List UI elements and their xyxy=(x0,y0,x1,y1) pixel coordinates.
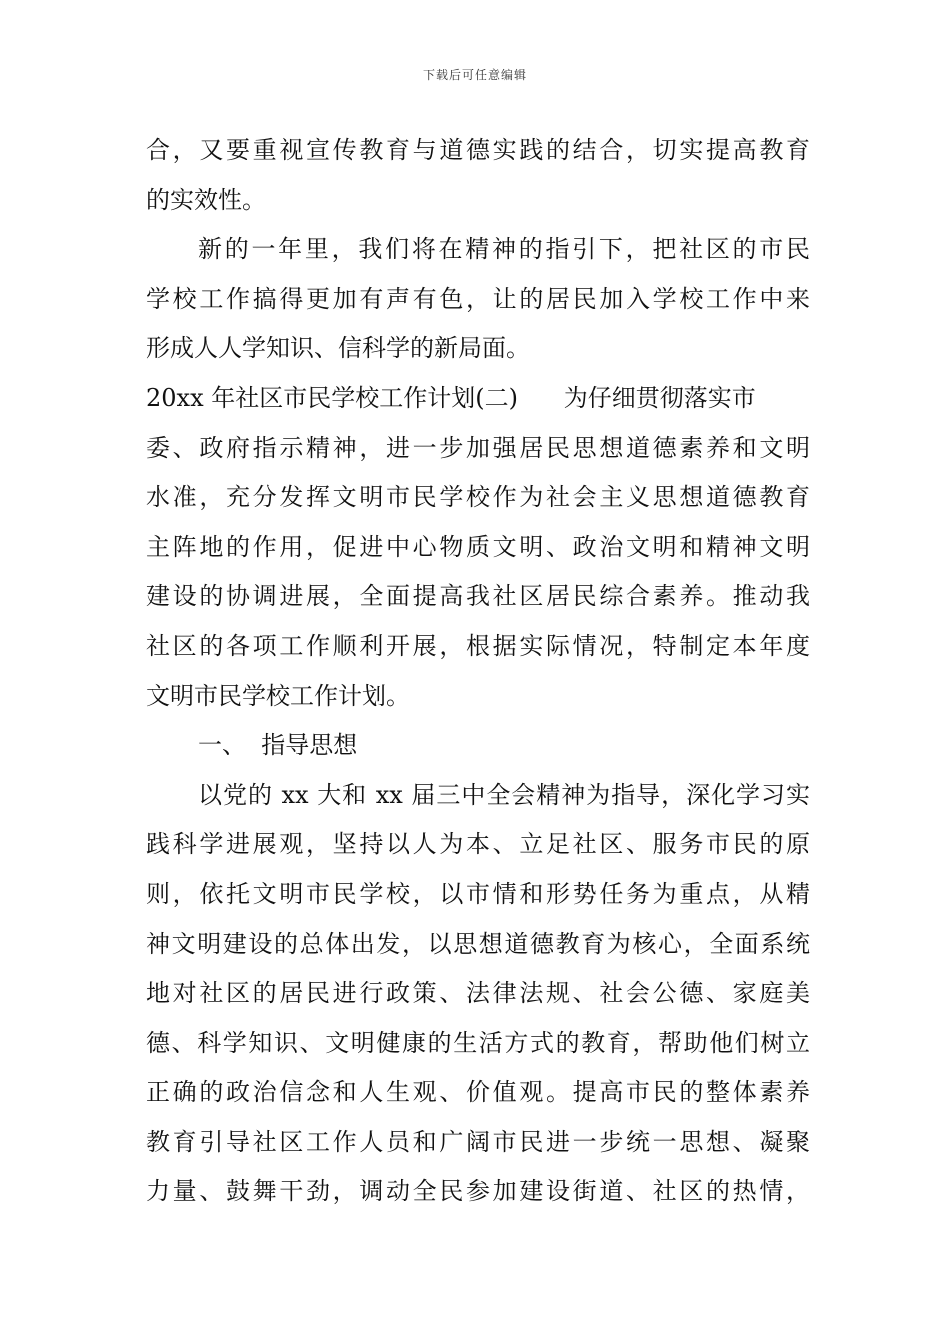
text-line: 践科学进展观，坚持以人为本、立足社区、服务市民的原 xyxy=(146,830,810,859)
text-line: 学校工作搞得更加有声有色，让的居民加入学校工作中来 xyxy=(146,284,810,313)
text-line: 建设的协调进展，全面提高我社区居民综合素养。推动我 xyxy=(146,582,810,611)
document-body xyxy=(146,126,810,1217)
text-line: 形成人人学知识、信科学的新局面。 xyxy=(146,334,530,363)
text-line: 神文明建设的总体出发，以思想道德教育为核心，全面系统 xyxy=(146,929,810,958)
text-line: 则，依托文明市民学校，以市情和形势任务为重点，从精 xyxy=(146,879,810,908)
text-line: 德、科学知识、文明健康的生活方式的教育，帮助他们树立 xyxy=(146,1028,810,1057)
text-line: 力量、鼓舞干劲，调动全民参加建设街道、社区的热情， xyxy=(146,1177,810,1206)
section-heading: 一、 指导思想 xyxy=(198,731,358,760)
text-line: 文明市民学校工作计划。 xyxy=(146,681,410,710)
text-line: 水准，充分发挥文明市民学校作为社会主义思想道德教育 xyxy=(146,483,810,512)
text-line: 的实效性。 xyxy=(146,185,266,214)
section-heading-line: 20xx 年社区市民学校工作计划(二) 为仔细贯彻落实市 xyxy=(146,383,756,412)
text-line: 正确的政治信念和人生观、价值观。提高市民的整体素养 xyxy=(146,1078,810,1107)
text-line: 委、政府指示精神，进一步加强居民思想道德素养和文明 xyxy=(146,433,810,462)
text-line: 社区的各项工作顺利开展，根据实际情况，特制定本年度 xyxy=(146,631,810,660)
text-line: 合，又要重视宣传教育与道德实践的结合，切实提高教育 xyxy=(146,136,810,164)
header-note: 下载后可任意编辑 xyxy=(422,68,527,82)
paragraph-first-line: 新的一年里，我们将在精神的指引下，把社区的市民 xyxy=(198,235,810,264)
text-line: 教育引导社区工作人员和广阔市民进一步统一思想、凝聚 xyxy=(146,1127,810,1156)
text-line: 主阵地的作用，促进中心物质文明、政治文明和精神文明 xyxy=(146,532,810,561)
text-line: 地对社区的居民进行政策、法律法规、社会公德、家庭美 xyxy=(146,979,810,1008)
paragraph-first-line: 以党的 xx 大和 xx 届三中全会精神为指导，深化学习实 xyxy=(198,780,810,809)
